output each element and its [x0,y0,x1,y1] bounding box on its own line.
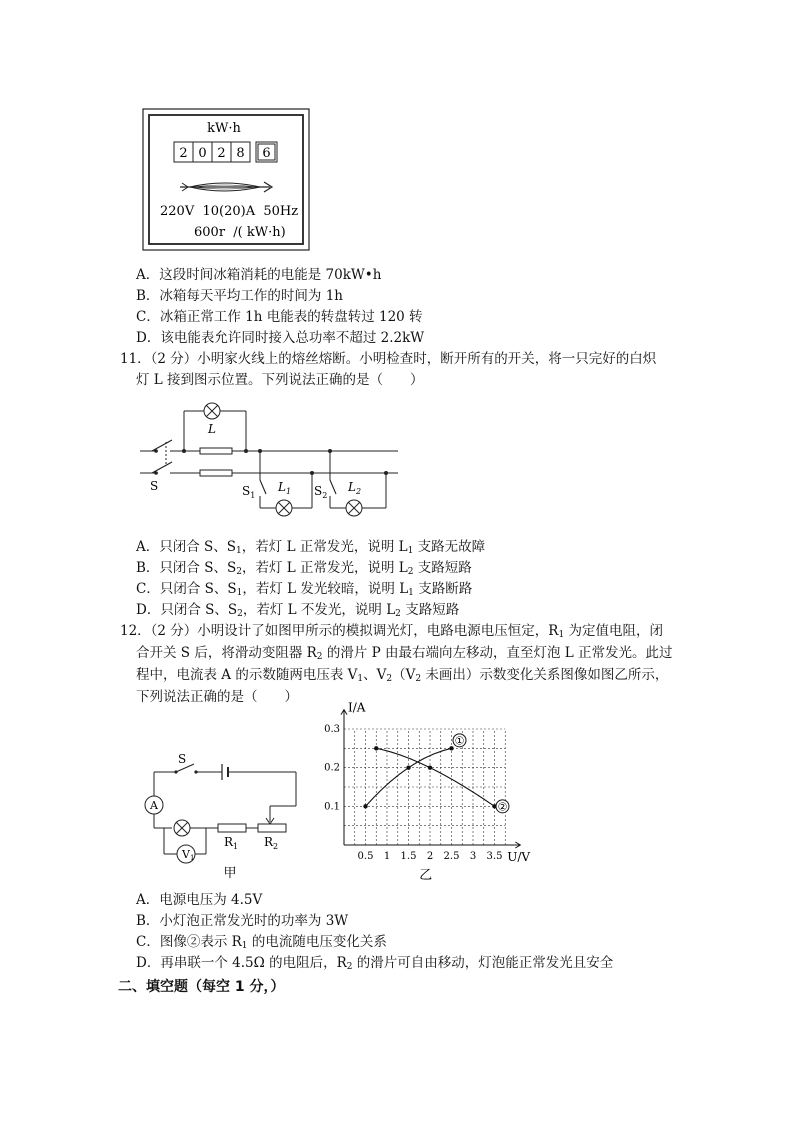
q12-option-b: B．小灯泡正常发光时的功率为 3W [136,913,349,929]
q11-option-b: B．只闭合 S、$S_2$，若灯 L 正常发光，说明 $L_2$ 支路短路 [136,560,472,577]
q11-stem-line1: 11．（2 分）小明家火线上的熔丝熔断。小明检查时，断开所有的开关，将一只完好的白炽 [120,351,657,367]
chart-caption: 乙 [419,868,433,883]
chart-series-label: ② [497,800,508,814]
ammeter-label: A [150,799,158,812]
chart-y-tick-label: 0.2 [324,762,340,774]
section-two-heading: 二、填空题（每空 1 分，） [118,979,285,995]
chart-y-tick-label: 0.3 [324,724,340,735]
chart-x-tick-label: 1 [383,851,391,862]
q12-circuit-diagram [136,750,306,882]
rheostat-r2-label: $R_2$ [264,835,279,851]
q12-option-d: D．再串联一个 4.5Ω 的电阻后，$R_2$ 的滑片可自由移动，灯泡能正常发光且安全 [136,955,614,972]
chart-x-tick-label: 3 [469,851,477,862]
chart-data-point [363,804,367,808]
chart-x-tick-label: 2 [426,851,434,862]
q12-stem-line3: 程中，电流表 A 的示数随两电压表 $V_1$、$V_2(V_2$ 未画出）示数变化关系图像如图乙所示， [136,667,669,684]
chart-x-tick-label: 0.5 [357,851,374,862]
electricity-meter-figure [142,108,312,253]
q11-option-a: A．只闭合 S、$S_1$，若灯 L 正常发光，说明 $L_1$ 支路无故障 [136,539,486,556]
chart-data-point [374,746,378,750]
voltmeter-v1-label: V1 [182,848,195,862]
meter-digit: 6 [262,146,271,161]
chart-y-axis-label: I/A [348,700,366,715]
q11-option-c: C．只闭合 S、$S_1$，若灯 L 发光较暗，说明 $L_1$ 支路断路 [136,581,473,598]
q12-stem-line1: 12．（2 分）小明设计了如图甲所示的模拟调光灯，电路电源电压恒定，$R_1$ 为定值电阻，闭 [120,623,664,640]
chart-x-tick-label: 2.5 [443,851,460,862]
chart-data-point [449,746,453,750]
switch-s-label: S [178,752,187,766]
meter-digit-boxes [174,142,277,162]
switch-s-label: S [150,479,159,493]
q10-option-a: A．这段时间冰箱消耗的电能是 70kW•h [136,267,382,283]
lamp-l1-label: $L_1$ [278,480,292,496]
chart-series-label: ① [454,734,465,748]
chart-data-point [406,765,410,769]
chart-data-point [428,765,432,769]
meter-unit: kW·h [207,121,241,136]
q12-iu-chart [324,700,540,885]
q10-option-d: D．该电能表允许同时接入总功率不超过 2.2kW [136,330,425,346]
switch-s1-label: $S_1$ [242,484,256,500]
chart-series-line [376,748,494,806]
meter-digit: 2 [217,146,226,161]
meter-disc-icon [180,182,272,192]
q10-option-c: C．冰箱正常工作 1h 电能表的转盘转过 120 转 [136,309,423,325]
circuit-caption: 甲 [223,866,237,881]
resistor-r1 [218,824,246,832]
meter-digit: 0 [198,146,207,161]
chart-x-tick-label: 3.5 [486,851,503,862]
q12-stem-line2: 合开关 S 后，将滑动变阻器 $R_2$ 的滑片 P 由最右端向左移动，直至灯泡 L 正常发光。此过 [136,645,673,662]
q11-option-d: D．只闭合 S、$S_2$，若灯 L 不发光，说明 $L_2$ 支路短路 [136,602,460,619]
meter-spec-line1: 220V 10(20)A 50Hz [160,204,299,219]
meter-digit: 8 [236,146,245,161]
q12-stem-line4: 下列说法正确的是（ ） [136,689,298,705]
switch-s2-label: $S_2$ [314,484,328,500]
rheostat-r2 [258,824,286,832]
chart-x-tick-label: 1.5 [400,851,417,862]
q12-option-c: C．图像②表示 $R_1$ 的电流随电压变化关系 [136,934,387,951]
chart-series-line [366,748,452,806]
meter-spec-line2: 600r /( kW·h) [194,225,286,240]
lamp-l-label: L [208,422,216,436]
resistor-r1-label: $R_1$ [224,835,239,851]
meter-digit: 2 [179,146,188,161]
lamp-l2-label: $L_2$ [348,480,362,496]
q11-circuit-diagram [136,398,402,522]
q11-stem-line2: 灯 L 接到图示位置。下列说法正确的是（ ） [136,372,424,388]
chart-x-axis-label: U/V [507,850,531,864]
q12-option-a: A．电源电压为 4.5V [136,892,263,908]
chart-y-tick-label: 0.1 [324,801,340,813]
q10-option-b: B．冰箱每天平均工作的时间为 1h [136,288,343,304]
